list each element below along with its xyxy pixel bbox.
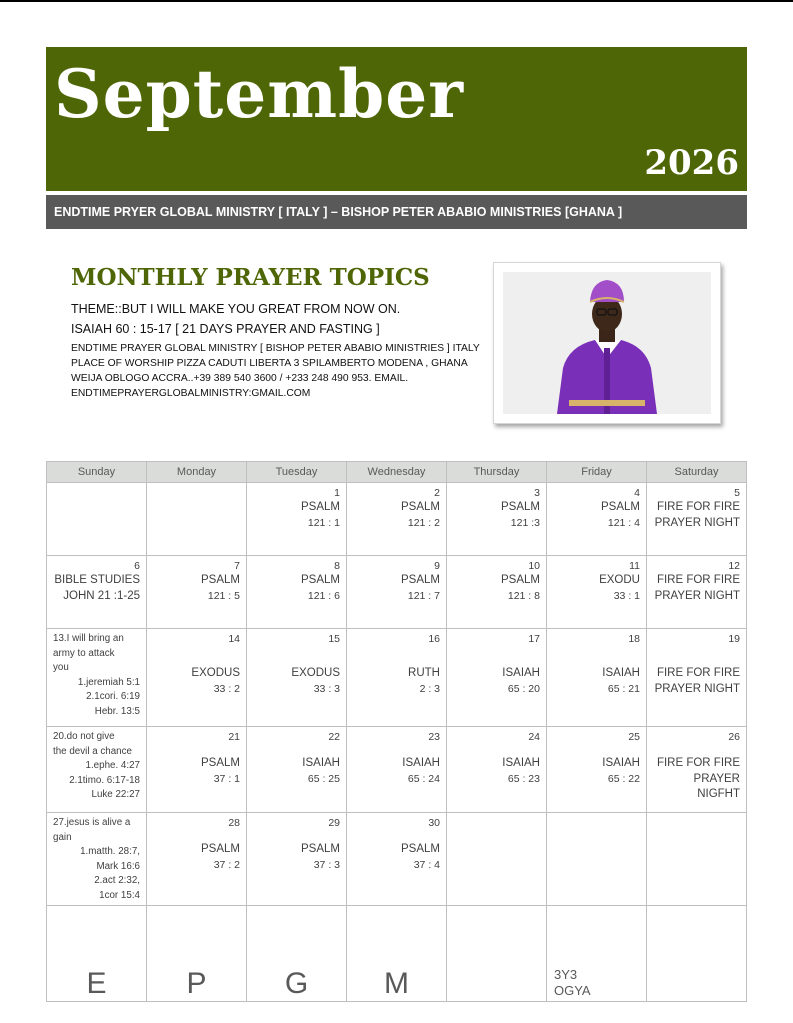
event-subtitle: PRAYER NIGHT: [654, 516, 740, 529]
topic-line: 20.do not give: [53, 731, 115, 742]
event-subtitle: PRAYER: [693, 772, 740, 785]
topic-ref: 2.1cori. 6:19: [86, 691, 140, 702]
reading-ref: 121 : 7: [407, 589, 440, 602]
reading-ref: 2 : 3: [419, 682, 440, 695]
day-cell: [147, 727, 247, 813]
day-cell: [147, 629, 247, 727]
reading-book: PSALM: [201, 843, 240, 855]
letter-cell: [347, 906, 447, 1002]
bishop-figure-image: [503, 272, 711, 414]
day-cell: [447, 727, 547, 813]
weekday-header: Friday: [547, 462, 647, 483]
day-cell: [347, 483, 447, 556]
day-cell: [547, 727, 647, 813]
day-cell-topic: [47, 629, 147, 727]
day-number: 25: [628, 731, 640, 743]
day-cell: [447, 629, 547, 727]
top-border-line: [0, 0, 793, 2]
day-cell: [247, 727, 347, 813]
reading-book: ISAIAH: [602, 757, 640, 769]
initial-letter: M: [384, 967, 409, 1000]
day-number: 28: [228, 817, 240, 829]
event-title: FIRE FOR FIRE: [656, 757, 740, 769]
reading-ref: 121 : 8: [507, 589, 540, 602]
reading-book: PSALM: [401, 843, 440, 855]
note-line: 3Y3: [554, 967, 578, 982]
reading-ref: 65 : 23: [507, 772, 540, 785]
reading-book: PSALM: [301, 574, 340, 586]
reading-ref: 37 : 1: [213, 772, 240, 785]
weekday-header: Thursday: [447, 462, 547, 483]
topic-line: army to attack: [53, 647, 115, 659]
day-cell: [647, 629, 747, 727]
letter-cell: [247, 906, 347, 1002]
day-number: 7: [234, 560, 240, 572]
day-cell-empty: [547, 813, 647, 906]
weekday-header-row: [47, 462, 747, 483]
day-cell: [547, 629, 647, 727]
reading-ref: 121 : 1: [307, 516, 340, 529]
day-cell: [347, 556, 447, 629]
letter-cell: [47, 906, 147, 1002]
day-cell: [147, 813, 247, 906]
month-banner: [46, 47, 747, 191]
day-cell: [547, 556, 647, 629]
scripture-text: ISAIAH 60 : 15-17 [ 21 DAYS PRAYER AND FASTING ]: [71, 322, 380, 336]
day-number: 2: [434, 487, 440, 499]
day-number: 4: [634, 487, 640, 499]
reading-book: PSALM: [301, 501, 340, 513]
event-title: FIRE FOR FIRE: [656, 574, 740, 586]
day-cell-empty: [647, 906, 747, 1002]
reading-ref: 65 : 22: [607, 772, 640, 785]
day-cell: [447, 483, 547, 556]
weekday-header: Monday: [147, 462, 247, 483]
footer-row: [47, 906, 747, 1002]
week-row: [47, 727, 747, 813]
reading-ref: 33 : 3: [313, 682, 340, 695]
note-cell: [547, 906, 647, 1002]
topics-title: MONTHLY PRAYER TOPICS: [71, 264, 430, 291]
reading-book: EXODUS: [291, 667, 340, 679]
day-number: 11: [629, 560, 640, 572]
reading-ref: 37 : 2: [213, 858, 240, 871]
reading-book: PSALM: [601, 501, 640, 513]
weekday-header: Tuesday: [247, 462, 347, 483]
theme-text: THEME::BUT I WILL MAKE YOU GREAT FROM NOW ON.: [71, 302, 401, 316]
reading-book: RUTH: [408, 667, 440, 679]
bishop-photo-frame: [493, 262, 721, 424]
year-label: 2026: [644, 143, 739, 183]
reading-book: PSALM: [401, 574, 440, 586]
note-line: OGYA: [554, 983, 591, 998]
topic-ref: 2.1timo. 6:17-18: [69, 774, 140, 786]
day-cell: [347, 629, 447, 727]
initial-letter: P: [186, 967, 207, 1000]
bishop-photo: [503, 272, 711, 414]
day-cell: [647, 483, 747, 556]
reading-ref: 121 : 4: [607, 516, 640, 529]
day-cell: [647, 556, 747, 629]
day-number: 17: [528, 633, 540, 645]
reading-book: ISAIAH: [502, 667, 540, 679]
day-number: 18: [628, 633, 640, 645]
reading-book: PSALM: [201, 574, 240, 586]
day-cell-empty: [447, 906, 547, 1002]
day-cell: [47, 556, 147, 629]
topic-ref: Hebr. 13:5: [94, 705, 140, 717]
reading-ref: 121 :3: [510, 516, 540, 529]
reading-ref: 65 : 24: [407, 772, 440, 785]
day-number: 6: [134, 560, 140, 572]
event-subtitle: PRAYER NIGHT: [654, 589, 740, 602]
weekday-header: Saturday: [647, 462, 747, 483]
topic-line: you: [53, 662, 69, 673]
day-cell-topic: [47, 813, 147, 906]
reading-book: PSALM: [301, 843, 340, 855]
event-subtitle: PRAYER NIGHT: [654, 682, 740, 695]
reading-book: ISAIAH: [302, 757, 340, 769]
day-cell: [247, 813, 347, 906]
ministry-bar: ENDTIME PRYER GLOBAL MINISTRY [ ITALY ] – BISHOP PETER ABABIO MINISTRIES [GHANA ]: [46, 195, 747, 229]
day-number: 26: [728, 731, 740, 743]
day-number: 8: [334, 560, 340, 572]
initial-letter: E: [86, 967, 107, 1000]
day-cell: [347, 813, 447, 906]
reading-ref: 65 : 20: [507, 682, 540, 695]
day-cell: [447, 556, 547, 629]
topic-line: 13.I will bring an: [53, 633, 124, 644]
weekday-header: Wednesday: [347, 462, 447, 483]
day-cell: [647, 727, 747, 813]
day-number: 3: [534, 487, 540, 499]
week-row: [47, 813, 747, 906]
topic-ref: 1.matth. 28:7,: [80, 846, 140, 857]
day-cell-empty: [647, 813, 747, 906]
topic-ref: 1cor 15:4: [99, 889, 140, 901]
topic-ref: Mark 16:6: [96, 860, 140, 872]
reading-ref: JOHN 21 :1-25: [63, 589, 140, 602]
calendar-grid: [46, 461, 747, 1002]
letter-cell: [147, 906, 247, 1002]
week-row: [47, 629, 747, 727]
day-cell: [247, 629, 347, 727]
topic-line: the devil a chance: [53, 745, 132, 757]
day-number: 22: [328, 731, 340, 743]
day-cell: [147, 556, 247, 629]
reading-ref: 65 : 25: [307, 772, 340, 785]
day-number: 30: [428, 817, 440, 829]
reading-book: ISAIAH: [402, 757, 440, 769]
day-cell: [547, 483, 647, 556]
day-number: 24: [528, 731, 540, 743]
day-cell: [347, 727, 447, 813]
day-number: 14: [228, 633, 240, 645]
event-title: FIRE FOR FIRE: [656, 501, 740, 513]
reading-book: PSALM: [501, 501, 540, 513]
day-number: 1: [334, 487, 340, 499]
topic-ref: 2.act 2:32,: [94, 875, 140, 886]
reading-book: PSALM: [201, 757, 240, 769]
reading-ref: 33 : 1: [613, 589, 640, 602]
initial-letter: G: [284, 967, 309, 1000]
day-cell-topic: [47, 727, 147, 813]
week-row: [47, 483, 747, 556]
reading-book: EXODUS: [191, 667, 240, 679]
topic-ref: 1.jeremiah 5:1: [77, 676, 140, 688]
day-cell-empty: [147, 483, 247, 556]
reading-ref: 37 : 4: [413, 858, 440, 871]
reading-book: PSALM: [401, 501, 440, 513]
note-text: [554, 967, 591, 999]
reading-ref: 33 : 2: [213, 682, 240, 695]
reading-book: ISAIAH: [502, 757, 540, 769]
event-subtitle: NIGFHT: [697, 788, 740, 800]
day-number: 29: [328, 817, 340, 829]
reading-ref: 37 : 3: [313, 858, 340, 871]
reading-ref: 121 : 5: [207, 589, 240, 602]
topic-line: 27.jesus is alive a: [53, 817, 131, 828]
reading-book: PSALM: [501, 574, 540, 586]
contact-info: ENDTIME PRAYER GLOBAL MINISTRY [ BISHOP PETER ABABIO MINISTRIES ] ITALY PLACE OF WORSHIP PIZZA CADUTI LIBERTA 3 SPILAMBERTO MODENA , GHANA WEIJA OBLOGO ACCRA..+39 389 540 3600 / +233 248 490 953. EMAIL. ENDTIMEPRAYERGLOBALMINISTRY:GMAIL.COM: [71, 343, 480, 399]
event-title: BIBLE STUDIES: [54, 574, 140, 586]
day-cell-empty: [47, 483, 147, 556]
reading-book: EXODU: [599, 574, 640, 586]
day-number: 5: [734, 487, 740, 499]
topic-ref: Luke 22:27: [91, 789, 140, 800]
day-number: 9: [434, 560, 440, 572]
weekday-header: Sunday: [47, 462, 147, 483]
day-number: 10: [528, 560, 540, 572]
day-number: 23: [428, 731, 440, 743]
day-cell-empty: [447, 813, 547, 906]
day-number: 16: [428, 633, 440, 645]
topic-ref: 1.ephe. 4:27: [85, 760, 140, 771]
reading-book: ISAIAH: [602, 667, 640, 679]
day-number: 19: [728, 633, 740, 645]
week-row: [47, 556, 747, 629]
reading-ref: 121 : 6: [307, 589, 340, 602]
reading-ref: 121 : 2: [407, 516, 440, 529]
month-title: September: [54, 55, 465, 133]
topic-line: gain: [53, 831, 72, 843]
day-number: 21: [228, 731, 240, 743]
day-cell: [247, 556, 347, 629]
day-number: 15: [328, 633, 340, 645]
day-number: 12: [728, 560, 740, 572]
reading-ref: 65 : 21: [607, 682, 640, 695]
day-cell: [247, 483, 347, 556]
event-title: FIRE FOR FIRE: [656, 667, 740, 679]
